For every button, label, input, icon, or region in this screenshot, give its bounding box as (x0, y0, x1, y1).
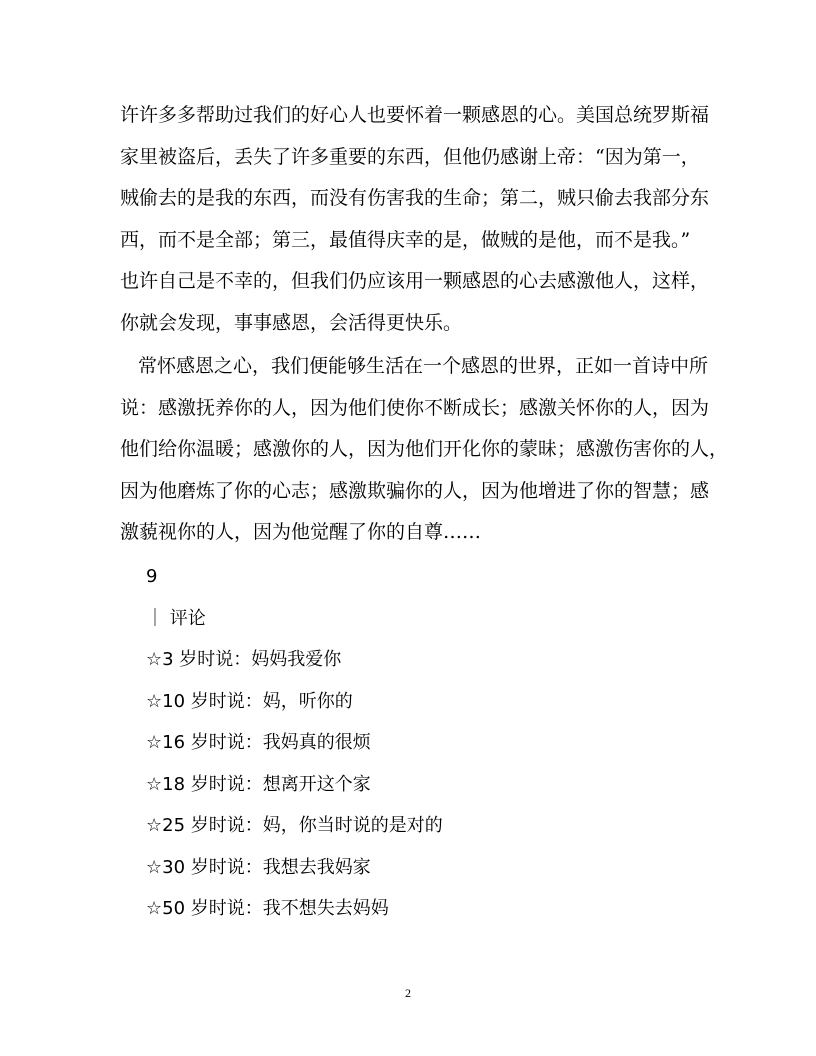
paragraph-line: 家里被盗后，丢失了许多重要的东西，但他仍感谢上帝：“因为第一， (120, 145, 700, 168)
paragraph-gratitude-roosevelt (120, 95, 710, 344)
paragraph-line: 贼偷去的是我的东西，而没有伤害我的生命；第二，贼只偷去我部分东 (120, 187, 710, 209)
paragraph-line: 也许自己是不幸的，但我们仍应该用一颗感恩的心去感激他人，这样， (120, 270, 710, 292)
list-item: 9 (146, 566, 158, 587)
list-item: ☆10 岁时说：妈，听你的 (146, 690, 353, 712)
paragraph-grateful-heart-poem (120, 346, 729, 554)
paragraph-line: 你就会发现，事事感恩，会活得更快乐。 (120, 311, 463, 334)
paragraph-line: 说：感激抚养你的人，因为他们使你不断成长；感激关怀你的人，因为 (120, 396, 710, 419)
list-item: ｜ 评论 (146, 607, 206, 629)
page-number: 2 (405, 986, 411, 1000)
paragraph-line: 许许多多帮助过我们的好心人也要怀着一颗感恩的心。美国总统罗斯福 (120, 104, 710, 126)
list-item: ☆30 岁时说：我想去我妈家 (146, 856, 371, 878)
paragraph-line: 他们给你温暖；感激你的人，因为他们开化你的蒙昧；感激伤害你的人， (120, 438, 729, 460)
mother-quotes-list (146, 556, 706, 930)
paragraph-line: 西，而不是全部；第三，最值得庆幸的是，做贼的是他，而不是我。” (120, 228, 691, 251)
list-item: ☆18 岁时说：想离开这个家 (146, 773, 371, 795)
list-item: ☆16 岁时说：我妈真的很烦 (146, 732, 371, 753)
list-item: ☆50 岁时说：我不想失去妈妈 (146, 898, 389, 919)
paragraph-line: 常怀感恩之心，我们便能够生活在一个感恩的世界，正如一首诗中所 (138, 355, 709, 377)
list-item: ☆25 岁时说：妈，你当时说的是对的 (146, 815, 443, 836)
list-item: ☆3 岁时说：妈妈我爱你 (146, 649, 342, 670)
paragraph-line: 激藐视你的人，因为他觉醒了你的自尊…… (120, 521, 482, 543)
paragraph-line: 因为他磨炼了你的心志；感激欺骗你的人，因为他增进了你的智慧；感 (120, 479, 710, 502)
